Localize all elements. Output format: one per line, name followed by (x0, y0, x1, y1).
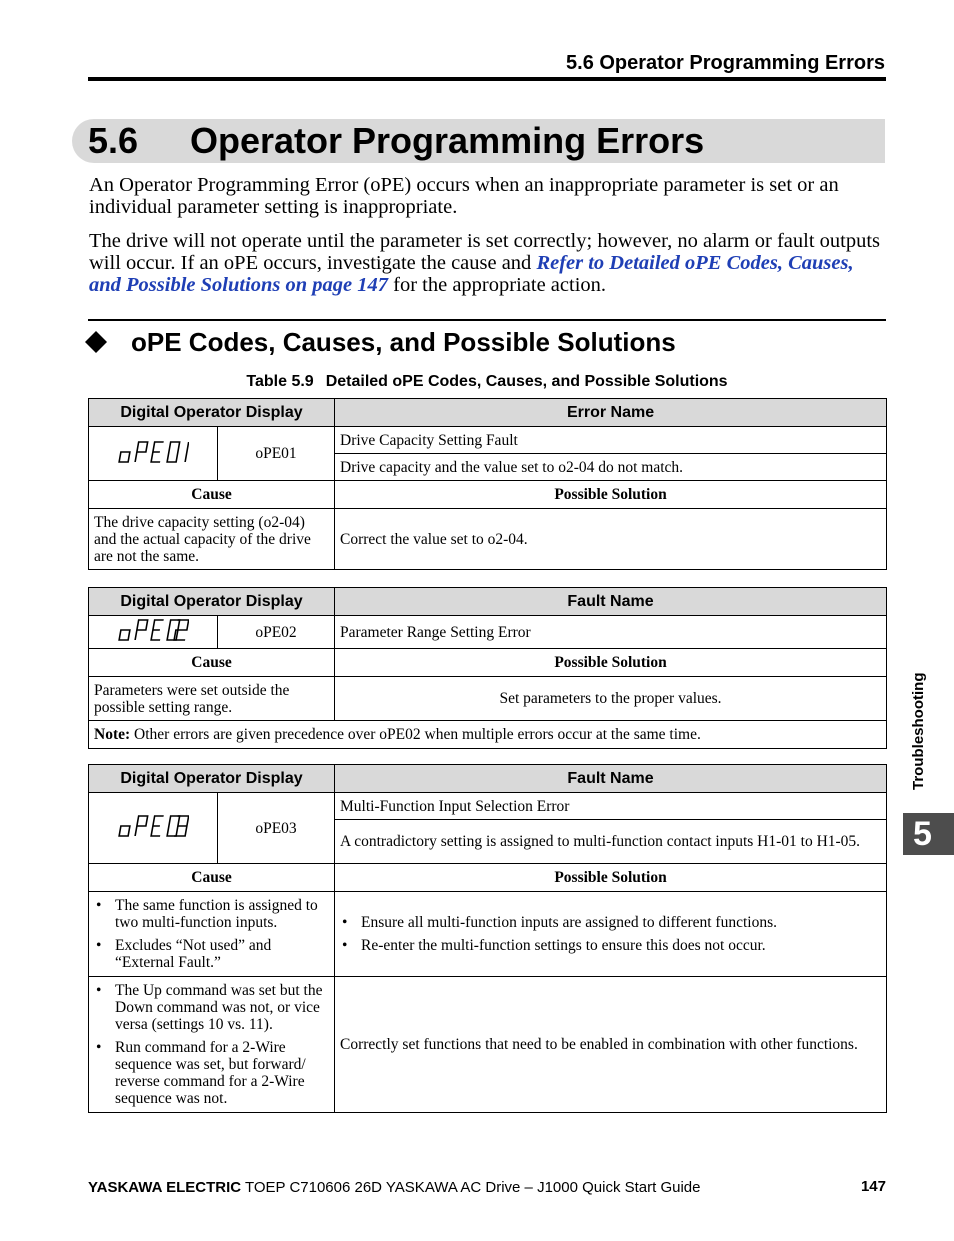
ope-code: oPE02 (218, 616, 335, 649)
chapter-number-tab: 5 (903, 813, 954, 855)
cause-bullet: • Excludes “Not used” and “External Fault.” (94, 937, 329, 971)
cause-cell: Parameters were set outside the possible setting range. (89, 677, 335, 721)
note-cell (89, 721, 887, 749)
name-column-header: Fault Name (335, 588, 887, 616)
cause-header: Cause (89, 649, 335, 677)
name-column-header: Error Name (335, 399, 887, 427)
ope02-table (88, 587, 887, 749)
seven-segment-display (89, 793, 218, 864)
cause-cell (89, 977, 335, 1113)
ope01-table (88, 398, 887, 570)
chapter-side-tab (905, 645, 929, 790)
name-column-header: Fault Name (335, 765, 887, 793)
error-description: Drive capacity and the value set to o2-04 do not match. (335, 454, 887, 481)
table-caption-label: Table 5.9 (246, 373, 314, 390)
seven-segment-display (89, 616, 218, 649)
drive-operation-paragraph (89, 230, 889, 296)
display-column-header: Digital Operator Display (89, 765, 335, 793)
note-label: Note: (94, 726, 131, 743)
cause-cell (89, 892, 335, 977)
cause-cell: The drive capacity setting (o2-04) and the actual capacity of the drive are not the same. (89, 509, 335, 570)
side-tab-label: Troubleshooting (910, 672, 927, 790)
ope01-segment-icon (117, 440, 189, 464)
solution-bullet: • Re-enter the multi-function settings to ensure this does not occur. (340, 937, 881, 954)
section-title: Operator Programming Errors (190, 120, 705, 161)
cause-header: Cause (89, 864, 335, 892)
ope03-segment-icon (117, 814, 189, 838)
solution-bullet: • Ensure all multi-function inputs are assigned to different functions. (340, 914, 881, 931)
running-head: 5.6 Operator Programming Errors (566, 52, 885, 74)
solution-header: Possible Solution (335, 481, 887, 509)
cause-header: Cause (89, 481, 335, 509)
solution-header: Possible Solution (335, 649, 887, 677)
paragraph-text: The drive will not operate until the parameter is set correctly; however, no alarm or fault outputs will occur. If an oPE occurs, investigate the cause and (89, 230, 881, 274)
fault-description: A contradictory setting is assigned to multi-function contact inputs H1-01 to H1-05. (335, 820, 887, 864)
footer-document-title: TOEP C710606 26D YASKAWA AC Drive – J1000 Quick Start Guide (241, 1179, 701, 1196)
display-column-header: Digital Operator Display (89, 588, 335, 616)
paragraph-text-end: for the appropriate action. (388, 274, 607, 296)
intro-paragraph: An Operator Programming Error (oPE) occurs when an inappropriate parameter is set or an individual parameter setting is inappropriate. (89, 174, 839, 218)
subsection-title: oPE Codes, Causes, and Possible Solutions (131, 327, 676, 357)
table-caption-title: Detailed oPE Codes, Causes, and Possible Solutions (325, 373, 728, 390)
diamond-bullet-icon (85, 331, 107, 353)
header-rule (88, 77, 886, 81)
solution-header: Possible Solution (335, 864, 887, 892)
seven-segment-display (89, 427, 218, 481)
section-number: 5.6 (88, 120, 139, 161)
footer-document-info (88, 1179, 700, 1196)
fault-name: Multi-Function Input Selection Error (335, 793, 887, 820)
cause-bullet: • The same function is assigned to two multi-function inputs. (94, 897, 329, 931)
cause-bullet: • The Up command was set but the Down command was not, or vice versa (settings 10 vs. 11). (94, 982, 329, 1033)
fault-name: Parameter Range Setting Error (335, 616, 887, 649)
solution-cell (335, 892, 887, 977)
ope-code: oPE01 (218, 427, 335, 481)
error-name: Drive Capacity Setting Fault (335, 427, 887, 454)
display-column-header: Digital Operator Display (89, 399, 335, 427)
cause-bullet: • Run command for a 2-Wire sequence was set, but forward/ reverse command for a 2-Wire sequence was not. (94, 1039, 329, 1107)
solution-cell: Set parameters to the proper values. (335, 677, 887, 721)
ope03-table (88, 764, 887, 1113)
ope-code: oPE03 (218, 793, 335, 864)
note-text: Other errors are given precedence over oPE02 when multiple errors occur at the same time. (130, 726, 701, 743)
page-number: 147 (860, 1178, 886, 1195)
ope02-segment-icon (117, 618, 189, 642)
footer-brand: YASKAWA ELECTRIC (88, 1179, 242, 1196)
solution-cell: Correct the value set to o2-04. (335, 509, 887, 570)
cross-reference-link[interactable]: Refer to Detailed oPE Codes, Causes, and Possible Solutions on page 147 (89, 252, 854, 296)
table-caption (88, 373, 886, 391)
subsection-rule (88, 319, 886, 321)
solution-cell: Correctly set functions that need to be enabled in combination with other functions. (335, 977, 887, 1113)
